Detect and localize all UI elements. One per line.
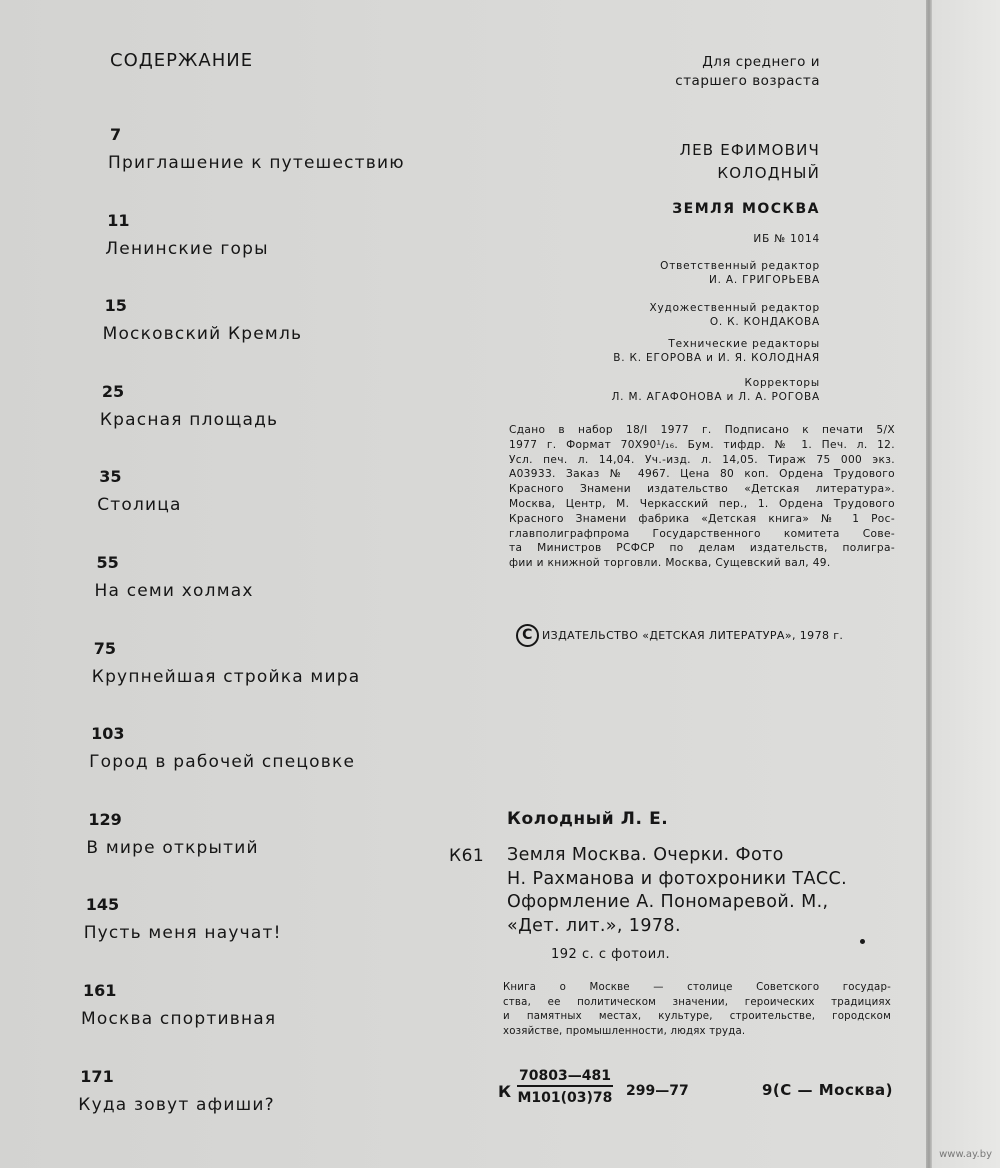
author-line-2: КОЛОДНЫЙ: [717, 164, 820, 182]
toc-page-number: 171: [80, 1066, 114, 1086]
imprint-line: Москва, Центр, М. Черкасский пер., 1. Ордена Трудового: [509, 497, 895, 510]
imprint-line: А03933. Заказ № 4967. Цена 80 коп. Ордена Трудового: [509, 468, 895, 481]
proofreaders: [611, 376, 820, 404]
card-description: [507, 844, 893, 938]
toc-chapter-title: Московский Кремль: [102, 324, 303, 345]
imprint-line: Усл. печ. л. 14,04. Уч.-изд. л. 14,05. Тираж 75 000 экз.: [509, 453, 895, 466]
toc-page-number: 7: [110, 125, 122, 144]
toc-page-number: 55: [96, 553, 119, 572]
art-editor: [650, 301, 821, 329]
toc-page-number: 15: [104, 296, 127, 316]
card-code: 299—77: [626, 1083, 689, 1099]
card-author: Колодный Л. Е.: [507, 809, 669, 829]
toc-page-number: 35: [99, 467, 122, 487]
copyright-text: ИЗДАТЕЛЬСТВО «ДЕТСКАЯ ЛИТЕРАТУРА», 1978 г.: [542, 629, 844, 642]
toc-chapter-title: В мире открытий: [86, 837, 259, 858]
toc-page-number: 103: [91, 724, 125, 744]
toc-chapter-title: Приглашение к путешествию: [108, 153, 405, 173]
watermark-text: www.ay.by: [939, 1149, 992, 1160]
age-line-1: Для среднего и: [702, 54, 820, 70]
age-group: [675, 53, 820, 91]
imprint-line: Сдано в набор 18/I 1977 г. Подписано к печати 5/X: [509, 424, 895, 436]
card-annotation-line: ства, ее политическом значении, героических традициях: [503, 996, 891, 1008]
card-description-line: Н. Рахманова и фотохроники ТАСС.: [507, 868, 848, 889]
toc-chapter-title: Куда зовут афиши?: [78, 1094, 275, 1115]
ib-number: ИБ № 1014: [753, 233, 820, 245]
toc-page-number: 75: [93, 638, 117, 658]
toc-chapter-title: Крупнейшая стройка мира: [91, 666, 361, 687]
imprint-line: Красного Знамени фабрика «Детская книга» № 1 Рос-: [509, 512, 895, 525]
card-bbk: 9(С — Москва): [762, 1081, 894, 1099]
card-annotation-line: Книга о Москве — столице Советского государ-: [503, 982, 891, 993]
imprint-line: главполиграфпрома Государственного комитета Сове-: [509, 527, 895, 540]
card-description-line: Оформление А. Пономаревой. М.,: [507, 892, 829, 912]
fraction-bottom: М101(03)78: [517, 1090, 613, 1106]
imprint-line: та Министров РСФСР по делам издательств, полигра-: [509, 542, 895, 555]
toc-chapter-title: На семи холмах: [94, 581, 254, 601]
toc-chapter-title: Ленинские горы: [105, 238, 269, 259]
toc-title: СОДЕРЖАНИЕ: [110, 50, 254, 71]
responsible-editor-name: И. А. ГРИГОРЬЕВА: [708, 274, 820, 286]
card-annotation-line: хозяйстве, промышленности, людях труда.: [503, 1025, 746, 1037]
fraction-top: 70803—481: [517, 1068, 613, 1087]
toc-page-number: 25: [101, 381, 125, 401]
card-annotation: [503, 981, 891, 1039]
card-k-letter: К: [498, 1082, 512, 1101]
imprint-line: Красного Знамени издательство «Детская литература».: [509, 483, 895, 496]
tech-editors-names: В. К. ЕГОРОВА и И. Я. КОЛОДНАЯ: [613, 352, 820, 364]
proofreaders-names: Л. М. АГАФОНОВА и Л. А. РОГОВА: [611, 391, 820, 403]
tech-editors-role: Технические редакторы: [668, 338, 820, 350]
toc-page-number: 129: [88, 809, 122, 829]
imprint-block: [509, 423, 895, 571]
responsible-editor: [660, 259, 820, 287]
toc-page-number: 145: [85, 895, 120, 915]
toc-chapter-title: Красная площадь: [99, 409, 279, 430]
imprint-line: фии и книжной торговли. Москва, Сущевский вал, 49.: [509, 557, 831, 570]
toc-chapter-title: Столица: [97, 495, 182, 516]
ink-dot: [860, 939, 865, 944]
toc-page-number: 161: [83, 981, 117, 1000]
card-index: К61: [449, 846, 485, 866]
toc-chapter-title: Пусть меня научат!: [83, 923, 282, 944]
copyright-line: [516, 624, 843, 647]
card-pages: 192 с. с фотоил.: [551, 947, 671, 962]
adjacent-page-edge: [932, 0, 1000, 1168]
toc-chapter-title: Москва спортивная: [81, 1009, 277, 1029]
art-editor-role: Художественный редактор: [649, 302, 820, 314]
tech-editors: [613, 337, 820, 365]
author-name: [680, 139, 820, 185]
toc-chapter-title: Город в рабочей спецовке: [89, 752, 356, 773]
card-fraction: [517, 1068, 613, 1106]
toc-page-number: 11: [107, 210, 130, 230]
author-line-1: ЛЕВ ЕФИМОВИЧ: [679, 141, 820, 159]
copyright-icon: C: [516, 624, 539, 647]
responsible-editor-role: Ответственный редактор: [660, 260, 820, 272]
art-editor-name: О. К. КОНДАКОВА: [709, 316, 820, 328]
card-annotation-line: и памятных местах, культуре, строительстве, городском: [503, 1011, 891, 1023]
age-line-2: старшего возраста: [675, 73, 820, 89]
book-title: ЗЕМЛЯ МОСКВА: [672, 201, 820, 217]
imprint-line: 1977 г. Формат 70Х90¹/₁₆. Бум. тифдр. № 1. Печ. л. 12.: [509, 438, 895, 451]
proofreaders-role: Корректоры: [744, 377, 820, 389]
card-description-line: «Дет. лит.», 1978.: [507, 915, 681, 936]
card-description-line: Земля Москва. Очерки. Фото: [507, 845, 784, 865]
